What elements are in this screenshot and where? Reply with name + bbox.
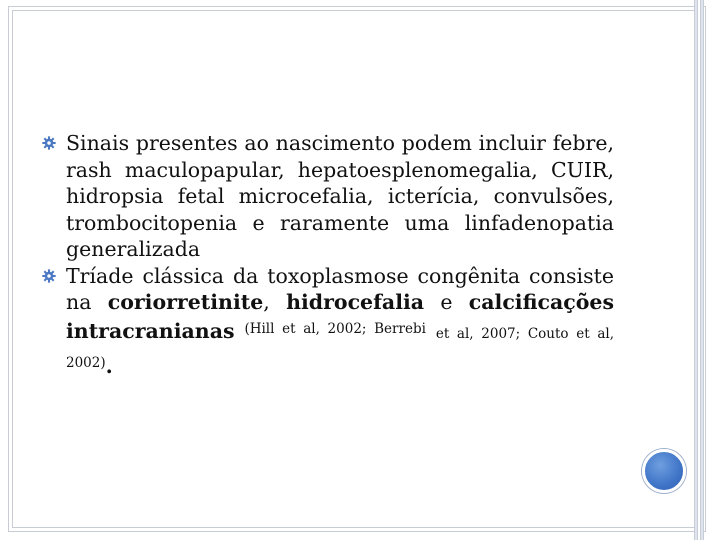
slide-side-bar-inner (697, 0, 701, 540)
circle-ornament-icon (642, 449, 686, 493)
term-hidrocefalia: hidrocefalia (286, 290, 425, 314)
separator: , (263, 290, 287, 314)
term-coriorretinite: coriorretinite (107, 290, 264, 314)
end-period: . (105, 354, 113, 378)
bullet-intro: Tríade clássica da toxoplasmose congênita consiste na (66, 263, 614, 314)
citation-part1: (Hill et al, 2002; Berrebi (244, 320, 426, 337)
separator: e (424, 290, 469, 314)
bullet-item (42, 130, 614, 263)
gear-icon (42, 136, 56, 150)
bullet-text: Sinais presentes ao nascimento podem incluir febre, rash maculopapular, hepatoesplenomegalia, CUIR, hidropsia fetal microcefalia, icterícia, convulsões, trombocitopenia e raramente uma linfadenopatia generalizada (66, 131, 614, 261)
citation-part2: et al, 2007; Couto et al, 2002) (66, 325, 614, 371)
slide-content (42, 130, 614, 377)
term-calcificacoes: calcificações intracranianas (66, 290, 614, 343)
bullet-item (42, 263, 614, 377)
gear-icon (42, 269, 56, 283)
